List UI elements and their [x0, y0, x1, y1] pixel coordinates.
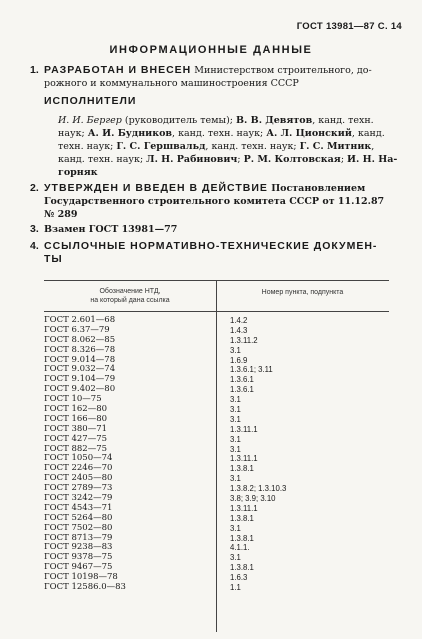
ntd-designation: ГОСТ 8713—79: [44, 532, 113, 543]
header-divider: [216, 281, 217, 311]
ntd-designation: ГОСТ 8.326—78: [44, 344, 116, 355]
executor-name: И. Н. На-: [347, 154, 398, 165]
executor-name: Г. С. Митник: [299, 141, 372, 152]
table-row: [44, 583, 389, 593]
section-2-text-line1: Постановлением: [267, 183, 366, 194]
ntd-designation: ГОСТ 10—75: [44, 394, 102, 405]
executor-role: (руководитель темы);: [121, 115, 237, 126]
clause-number: 3.1: [230, 395, 241, 405]
section-4-heading-line2: ТЫ: [44, 253, 63, 265]
ntd-designation: ГОСТ 5264—80: [44, 512, 113, 523]
ntd-designation: ГОСТ 9.104—79: [44, 374, 116, 385]
clause-number: 3.1: [230, 434, 241, 444]
clause-number: 1.3.6.1: [230, 385, 254, 395]
executor-role: , канд. техн. наук;: [172, 128, 267, 139]
ntd-designation: ГОСТ 882—75: [44, 443, 108, 454]
section-4-heading-line1: ССЫЛОЧНЫЕ НОРМАТИВНО-ТЕХНИЧЕСКИЕ ДОКУМЕН-: [44, 240, 378, 252]
executor-role: ;: [340, 154, 348, 165]
clause-number: 1.3.8.1: [230, 533, 254, 543]
ntd-designation: ГОСТ 9.402—80: [44, 384, 116, 395]
clause-number: 3.1: [230, 345, 241, 355]
section-1-text-line1: Министерством строительного, до-: [191, 65, 372, 76]
clause-number: 3.1: [230, 474, 241, 484]
ntd-designation: ГОСТ 9378—75: [44, 552, 113, 563]
ntd-designation: ГОСТ 2789—73: [44, 483, 113, 494]
executors-heading: ИСПОЛНИТЕЛИ: [44, 95, 137, 107]
executor-role: техн. наук;: [58, 141, 117, 152]
column-header-ntd-line2: на который дана ссылка: [90, 297, 170, 304]
ntd-designation: ГОСТ 9.032—74: [44, 364, 116, 375]
ntd-designation: ГОСТ 2405—80: [44, 473, 113, 484]
section-3-text: Взамен ГОСТ 13981—77: [44, 224, 178, 235]
ntd-designation: ГОСТ 7502—80: [44, 522, 113, 533]
ntd-designation: ГОСТ 6.37—79: [44, 324, 110, 335]
ntd-designation: ГОСТ 162—80: [44, 404, 108, 415]
section-1-heading: РАЗРАБОТАН И ВНЕСЕН: [44, 64, 192, 76]
executor-role: ;: [237, 154, 244, 165]
section-2-number: 2.: [30, 182, 39, 194]
section-1: [30, 64, 402, 90]
executor-role: , канд.: [351, 128, 385, 139]
ntd-designation: ГОСТ 4543—71: [44, 502, 113, 513]
clause-number: 1.3.11.1: [230, 503, 258, 513]
clause-number: 1.3.6.1: [230, 375, 254, 385]
clause-number: 3.1: [230, 414, 241, 424]
page-title: ИНФОРМАЦИОННЫЕ ДАННЫЕ: [109, 44, 313, 56]
references-table: [44, 280, 389, 593]
clause-number: 1.6.9: [230, 355, 248, 365]
ntd-designation: ГОСТ 427—75: [44, 433, 108, 444]
clause-number: 3.1: [230, 523, 241, 533]
column-header-ntd-line1: Обозначение НТД,: [99, 288, 161, 295]
executor-role: канд. техн. наук;: [58, 154, 147, 165]
executor-role: , канд. техн.: [312, 115, 374, 126]
executor-name: горняк: [58, 167, 98, 178]
clause-number: 1.3.11.1: [230, 454, 258, 464]
executor-name: В. В. Девятов: [236, 115, 313, 126]
clause-number: 1.3.8.1: [230, 513, 254, 523]
section-2-heading: УТВЕРЖДЕН И ВВЕДЕН В ДЕЙСТВИЕ: [44, 182, 268, 194]
section-3-number: 3.: [30, 223, 39, 235]
executor-role: наук;: [58, 128, 88, 139]
section-4: [30, 240, 402, 266]
clause-number: 4.1.1.: [230, 543, 250, 553]
ntd-designation: ГОСТ 3242—79: [44, 493, 113, 504]
clause-number: 1.3.11.1: [230, 424, 258, 434]
clause-number: 3.1: [230, 405, 241, 415]
clause-number: 1.4.2: [230, 316, 248, 325]
table-header: [44, 280, 389, 312]
section-1-number: 1.: [30, 64, 39, 76]
page-header: ГОСТ 13981—87 С. 14: [296, 21, 402, 32]
clause-number: 1.3.8.2; 1.3.10.3: [230, 484, 287, 494]
section-3: [30, 223, 402, 236]
clause-number: 1.3.11.2: [230, 335, 258, 345]
column-header-ntd: [44, 287, 216, 305]
executor-name: Л. Н. Рабинович: [146, 154, 238, 165]
executors-list: [58, 114, 402, 179]
executor-role: , канд. техн. наук;: [205, 141, 300, 152]
ntd-designation: ГОСТ 12586.0—83: [44, 582, 126, 593]
section-2-text-line3: № 289: [44, 209, 78, 220]
ntd-designation: ГОСТ 9467—75: [44, 562, 113, 573]
clause-number: 1.1: [230, 583, 241, 593]
ntd-designation: ГОСТ 9.014—78: [44, 354, 116, 365]
ntd-designation: ГОСТ 380—71: [44, 423, 108, 434]
clause-number: 3.1: [230, 444, 241, 454]
ntd-designation: ГОСТ 8.062—85: [44, 334, 116, 345]
ntd-designation: ГОСТ 2246—70: [44, 463, 113, 474]
clause-number: 3.1: [230, 553, 241, 563]
executor-name: И. И. Бергер: [58, 115, 122, 126]
executor-name: Р. М. Колтовская: [243, 154, 341, 165]
section-2: [30, 182, 402, 221]
executors-block: [30, 95, 402, 108]
clause-number: 3.8; 3.9; 3.10: [230, 494, 276, 504]
section-1-text-line2: рожного и коммунального машиностроения СССР: [44, 78, 299, 89]
ntd-designation: ГОСТ 10198—78: [44, 572, 118, 583]
clause-number: 1.6.3: [230, 573, 248, 583]
executor-name: А. И. Будников: [87, 128, 173, 139]
section-2-text-line2: Государственного строительного комитета СССР от 11.12.87: [44, 196, 385, 207]
clause-number: 1.3.6.1; 3.11: [230, 365, 273, 375]
column-header-clause: Номер пункта, подпункта: [261, 289, 344, 296]
table-body: [44, 312, 389, 593]
ntd-designation: ГОСТ 9238—83: [44, 542, 113, 553]
clause-number: 1.4.3: [230, 325, 248, 335]
section-4-number: 4.: [30, 240, 39, 252]
executor-name: А. Л. Ционский: [266, 128, 352, 139]
ntd-designation: ГОСТ 166—80: [44, 413, 108, 424]
executor-name: Г. С. Гершвальд: [116, 141, 206, 152]
ntd-designation: ГОСТ 1050—74: [44, 453, 113, 464]
executor-role: ,: [371, 141, 375, 152]
clause-number: 1.3.8.1: [230, 464, 254, 474]
ntd-designation: ГОСТ 2.601—68: [44, 315, 116, 325]
clause-number: 1.3.8.1: [230, 563, 254, 573]
